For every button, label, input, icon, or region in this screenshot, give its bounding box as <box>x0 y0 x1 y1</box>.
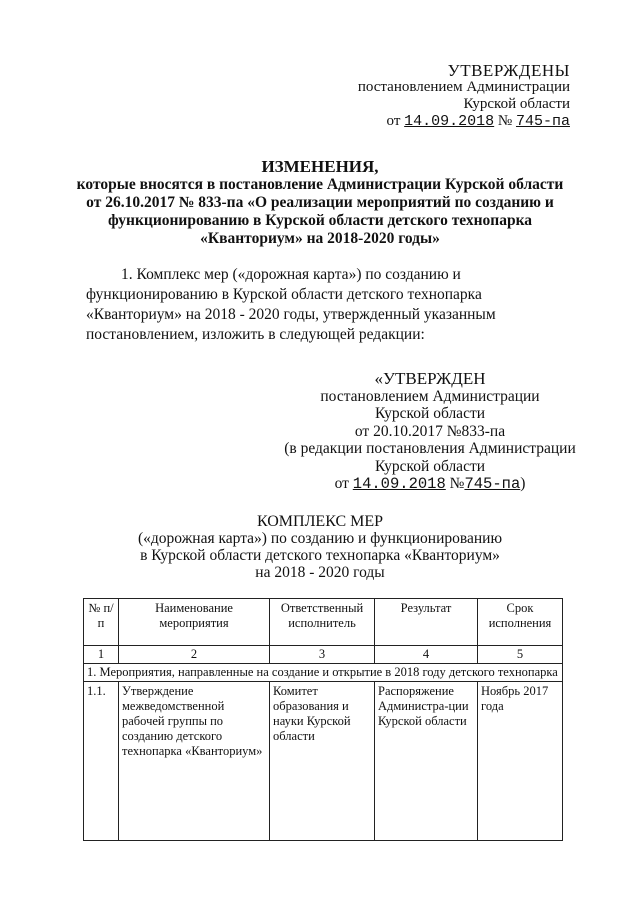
approval-date-line <box>358 113 570 130</box>
changes-line: «Кванториум» на 2018-2020 годы» <box>200 230 440 247</box>
inner-approval-date: 14.09.2018 <box>352 475 446 493</box>
table-header-cell: Результат <box>375 599 478 646</box>
inner-approval <box>270 370 590 494</box>
approval-title: УТВЕРЖДЕНЫ <box>447 61 570 80</box>
main-paragraph <box>86 265 576 345</box>
complex-line: на 2018 - 2020 годы <box>255 564 385 581</box>
approval-number: 745-па <box>515 113 570 130</box>
table-header-cell: Наименование мероприятия <box>119 599 270 646</box>
section-title: 1. Мероприятия, направленные на создание и открытие в 2018 году детского технопарка <box>84 664 563 682</box>
date-prefix: от <box>386 113 401 129</box>
closing-paren: ) <box>520 475 526 492</box>
table-header-cell: № п/п <box>84 599 119 646</box>
column-number: 5 <box>478 646 563 664</box>
changes-title: ИЗМЕНЕНИЯ, <box>261 157 379 176</box>
table-cell: Утверждение межведомственной рабочей группы по созданию детского технопарка «Кванториум» <box>119 682 270 841</box>
table-cell: Комитет образования и науки Курской области <box>270 682 375 841</box>
number-prefix: № <box>497 113 513 129</box>
complex-line: в Курской области детского технопарка «Кванториум» <box>140 547 500 564</box>
inner-approval-line: Курской области <box>374 457 486 475</box>
table-header-row <box>84 599 563 646</box>
approval-header <box>358 62 570 130</box>
changes-line: от 26.10.2017 № 833-па «О реализации мероприятий по созданию и <box>86 194 554 211</box>
table-header-cell: Срок исполнения <box>478 599 563 646</box>
complex-heading <box>0 513 640 581</box>
inner-approval-title: «УТВЕРЖДЕН <box>374 369 486 388</box>
column-number: 1 <box>84 646 119 664</box>
inner-approval-line: постановлением Администрации <box>320 387 540 405</box>
number-prefix: № <box>449 475 465 492</box>
approval-date: 14.09.2018 <box>404 113 495 130</box>
column-number: 2 <box>119 646 270 664</box>
table-cell: Ноябрь 2017 года <box>478 682 563 841</box>
date-prefix: от <box>334 475 349 492</box>
inner-approval-line: (в редакции постановления Администрации <box>284 440 576 457</box>
complex-title: КОМПЛЕКС МЕР <box>256 513 384 530</box>
paragraph-text: Комплекс мер («дорожная карта») по созданию и функционированию в Курской области детского технопарка «Кванториум» на 2018 - 2020 годы, утвержденный указанным постановлением, изложить в следующей редакции: <box>86 266 496 343</box>
changes-line: которые вносятся в постановление Администрации Курской области <box>76 176 564 193</box>
changes-line: функционированию в Курской области детского технопарка <box>107 212 533 229</box>
measures-table <box>83 598 563 841</box>
table-cell: Распоряжение Администра-ции Курской области <box>375 682 478 841</box>
inner-approval-date-line <box>270 475 590 494</box>
approval-line: Курской области <box>463 96 570 112</box>
inner-approval-line: от 20.10.2017 №833-па <box>354 422 506 440</box>
paragraph-number: 1. <box>121 266 133 283</box>
changes-heading <box>0 158 640 248</box>
approval-line: постановлением Администрации <box>357 79 570 95</box>
column-number: 4 <box>375 646 478 664</box>
column-number: 3 <box>270 646 375 664</box>
table-header-cell: Ответственный исполнитель <box>270 599 375 646</box>
column-number-row <box>84 646 563 664</box>
complex-line: («дорожная карта») по созданию и функционированию <box>137 530 503 547</box>
inner-approval-line: Курской области <box>374 405 486 422</box>
inner-approval-number: 745-па <box>464 475 521 493</box>
section-row <box>84 664 563 682</box>
table-row <box>84 682 563 841</box>
table-cell: 1.1. <box>84 682 119 841</box>
